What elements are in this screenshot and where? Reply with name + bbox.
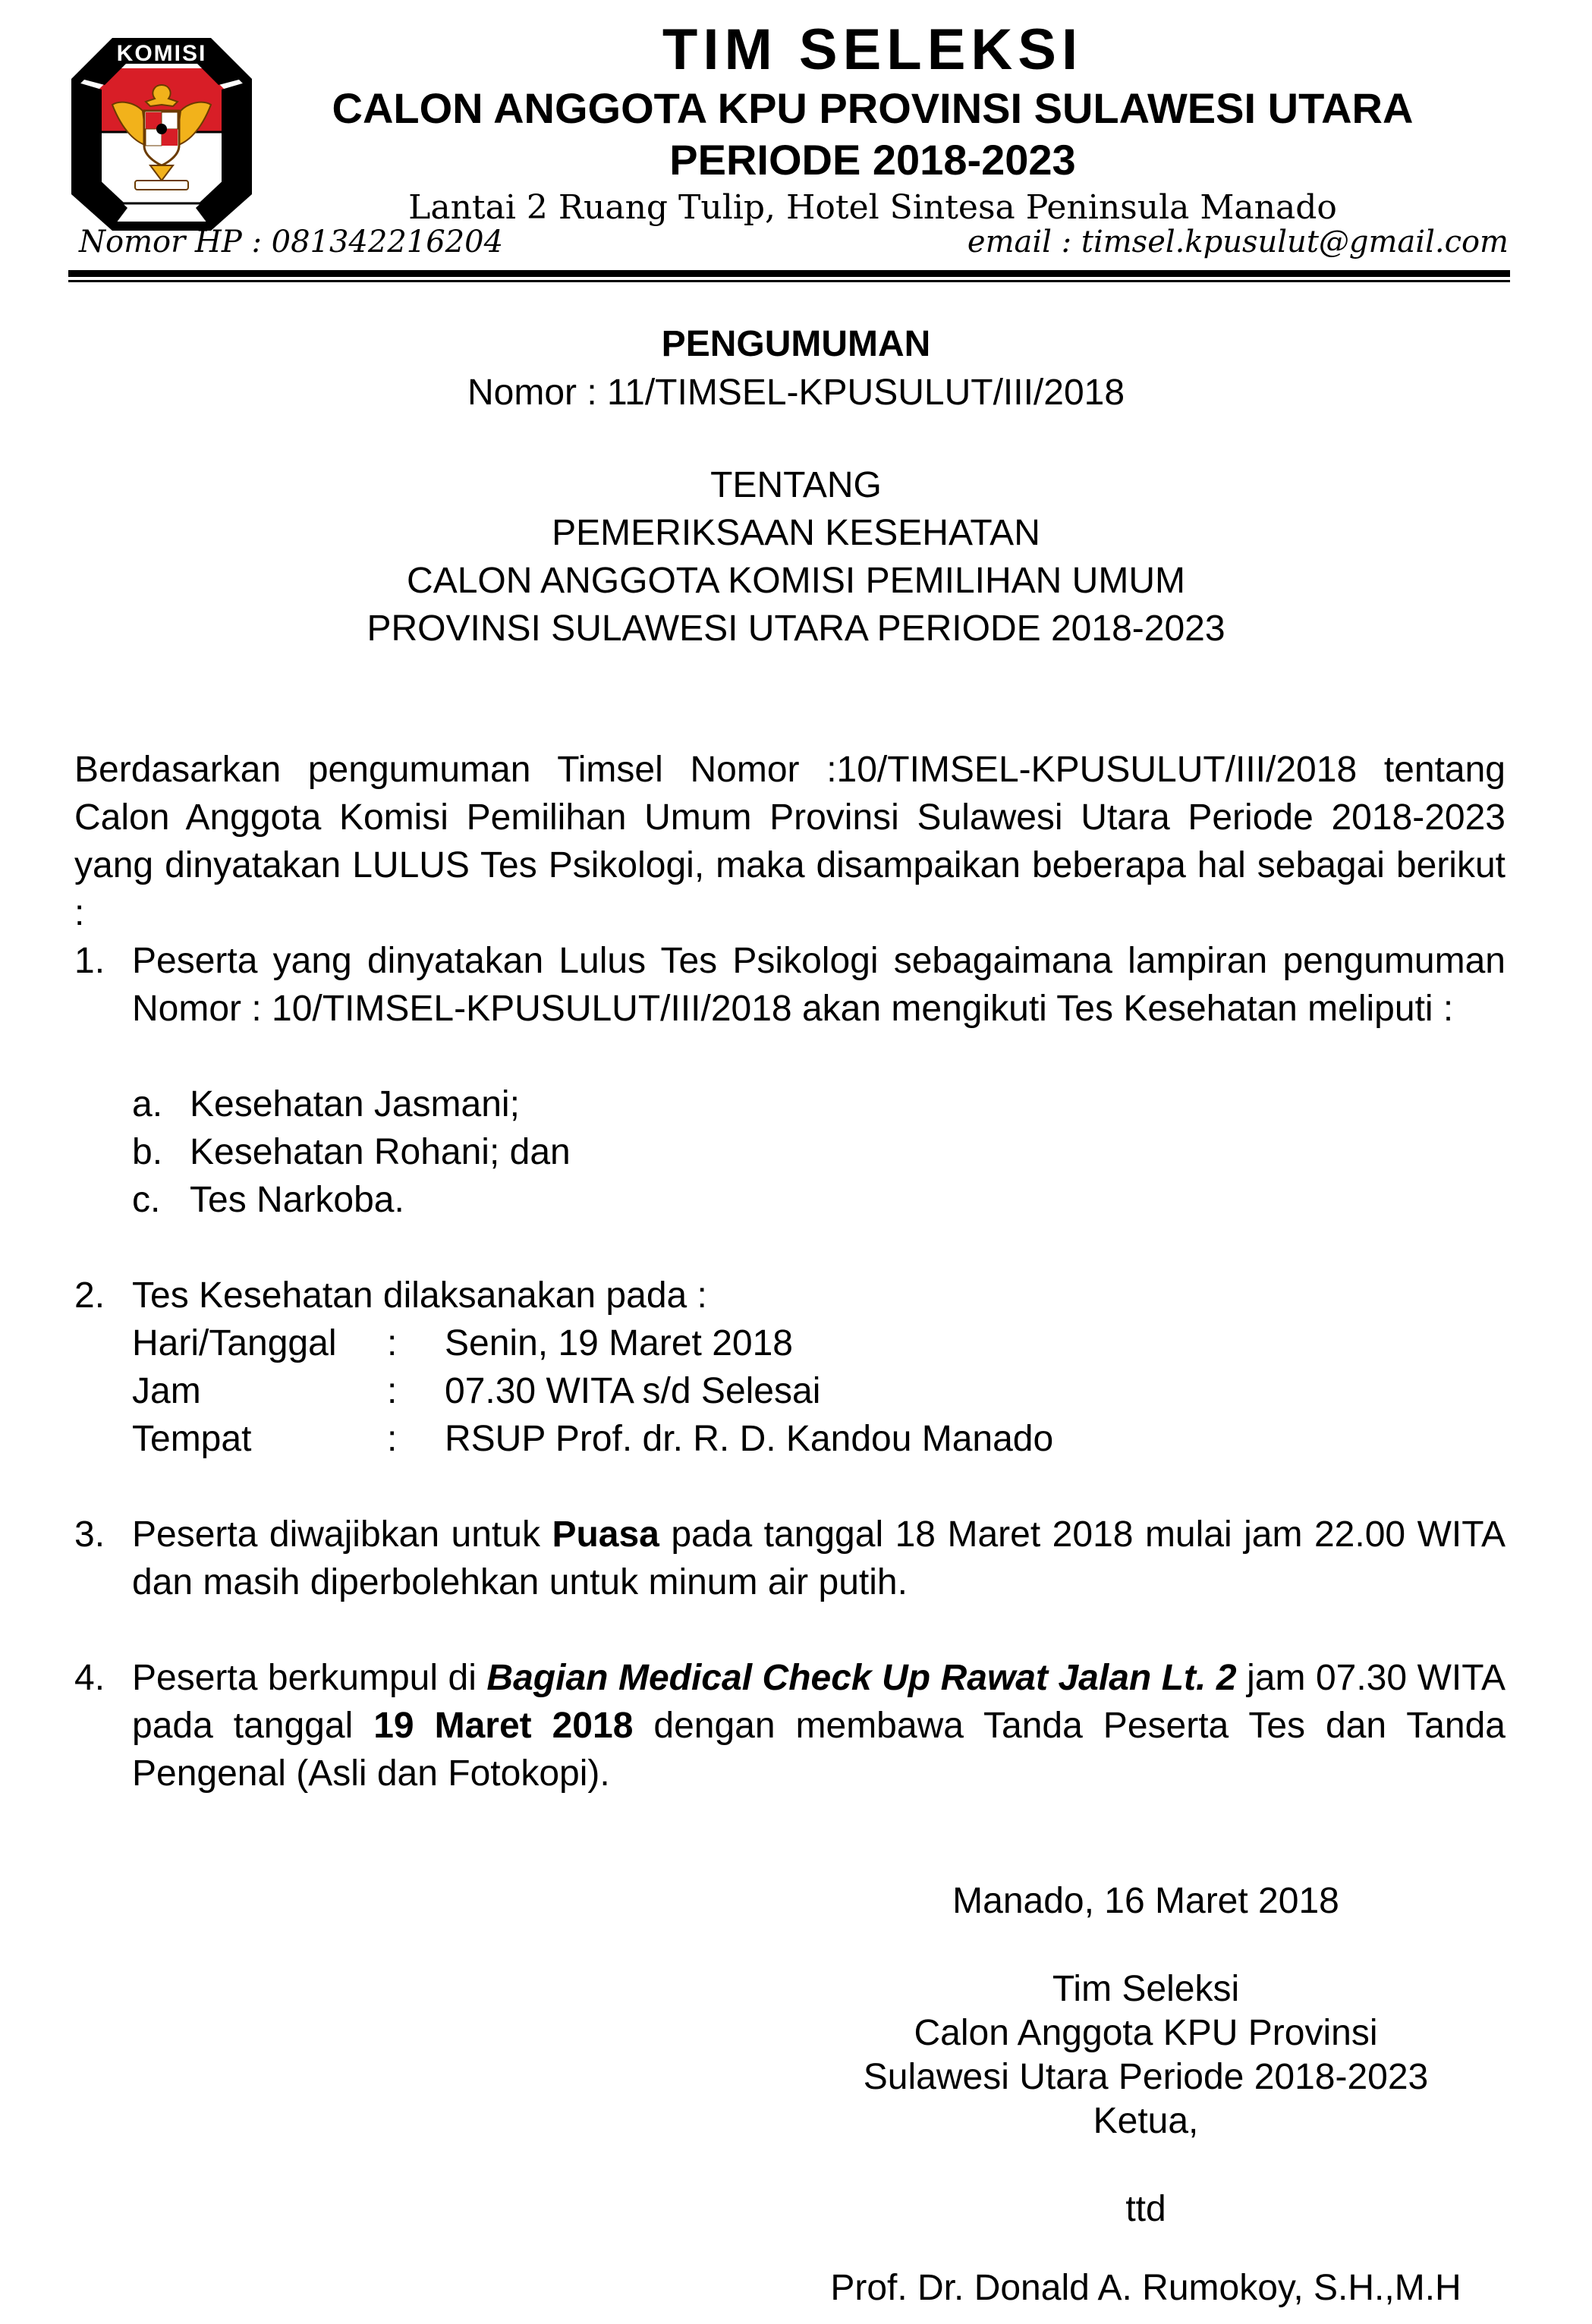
item-3-number: 3. [74,1514,105,1555]
item-1b-letter: b. [132,1132,163,1172]
schedule-label-time: Jam [132,1371,201,1411]
signature-role: Ketua, [1093,2101,1199,2141]
signature-org-3: Sulawesi Utara Periode 2018-2023 [863,2057,1429,2097]
letterhead-divider-thin [68,280,1510,282]
item-1a-text: Kesehatan Jasmani; [190,1084,520,1124]
schedule-value-time: 07.30 WITA s/d Selesai [445,1371,821,1411]
letterhead-title: TIM SELEKSI [662,17,1084,82]
item-4-location: Bagian Medical Check Up Rawat Jalan Lt. 2 [486,1658,1237,1698]
letterhead-email: email : timsel.kpusulut@gmail.com [967,225,1509,259]
announcement-subject-3: PROVINSI SULAWESI UTARA PERIODE 2018-2023 [367,609,1225,649]
announcement-number: Nomor : 11/TIMSEL-KPUSULUT/III/2018 [467,373,1125,413]
item-4-text [132,1654,1505,1797]
schedule-value-place: RSUP Prof. dr. R. D. Kandou Manado [445,1419,1054,1459]
announcement-subject-1: PEMERIKSAAN KESEHATAN [552,513,1040,553]
item-1-text: Peserta yang dinyatakan Lulus Tes Psikologi sebagaimana lampiran pengumuman Nomor : 10/TIMSEL-KPUSULUT/III/2018 akan mengikuti Tes Kesehatan meliputi : [132,941,1505,1029]
signature-ttd: ttd [1125,2189,1166,2229]
item-4-number: 4. [74,1658,105,1698]
signature-place-date: Manado, 16 Maret 2018 [952,1881,1339,1921]
signature-org-2: Calon Anggota KPU Provinsi [914,2013,1378,2053]
letterhead-divider [68,270,1510,277]
schedule-value-day: Senin, 19 Maret 2018 [445,1323,793,1363]
item-1c-letter: c. [132,1180,161,1220]
letterhead-period: PERIODE 2018-2023 [669,136,1076,184]
item-4-text-a: Peserta berkumpul di [132,1658,487,1698]
item-4-date: 19 Maret 2018 [373,1706,634,1746]
item-3-text-b: pada tanggal 18 Maret 2018 mulai jam 22.00 WITA dan masih diperbolehkan untuk minum air putih. [132,1514,1505,1602]
schedule-colon: : [387,1419,398,1459]
item-3-text [132,1511,1505,1606]
schedule-colon: : [387,1323,398,1363]
item-1a-letter: a. [132,1084,163,1124]
logo-top-text: KOMISI [116,41,207,66]
signature-org-1: Tim Seleksi [1052,1969,1240,2009]
schedule-label-day: Hari/Tanggal [132,1323,337,1363]
item-2-text: Tes Kesehatan dilaksanakan pada : [132,1275,707,1316]
announcement-subject-2: CALON ANGGOTA KOMISI PEMILIHAN UMUM [407,561,1185,601]
item-2-number: 2. [74,1275,105,1316]
schedule-label-place: Tempat [132,1419,252,1459]
item-1c-text: Tes Narkoba. [190,1180,404,1220]
item-1b-text: Kesehatan Rohani; dan [190,1132,571,1172]
intro-paragraph: Berdasarkan pengumuman Timsel Nomor :10/TIMSEL-KPUSULUT/III/2018 tentang Calon Anggota Komisi Pemilihan Umum Provinsi Sulawesi Utara Periode 2018-2023 yang dinyatakan LULUS Tes Psikologi, maka disampaikan beberapa hal sebagai berikut : [74,750,1505,933]
kpu-logo [67,19,256,234]
schedule-colon: : [387,1371,398,1411]
letterhead-subtitle: CALON ANGGOTA KPU PROVINSI SULAWESI UTARA [332,84,1414,132]
item-4-text-c: dengan membawa Tanda Peserta Tes dan Tanda Pengenal (Asli dan Fotokopi). [132,1706,1505,1794]
letterhead-phone: Nomor HP : 081342216204 [79,225,504,259]
announcement-about: TENTANG [710,465,882,505]
item-3-text-a: Peserta diwajibkan untuk [132,1514,552,1555]
letterhead-address: Lantai 2 Ruang Tulip, Hotel Sintesa Peninsula Manado [408,188,1337,227]
item-3-text-bold: Puasa [552,1514,659,1555]
announcement-heading: PENGUMUMAN [661,324,931,364]
item-4-text-b: jam 07.30 WITA pada tanggal [132,1658,1505,1746]
logo-bottom-text: PEMILIHAN UMUM [67,19,212,36]
item-1-number: 1. [74,941,105,981]
signature-name: Prof. Dr. Donald A. Rumokoy, S.H.,M.H [830,2268,1461,2308]
